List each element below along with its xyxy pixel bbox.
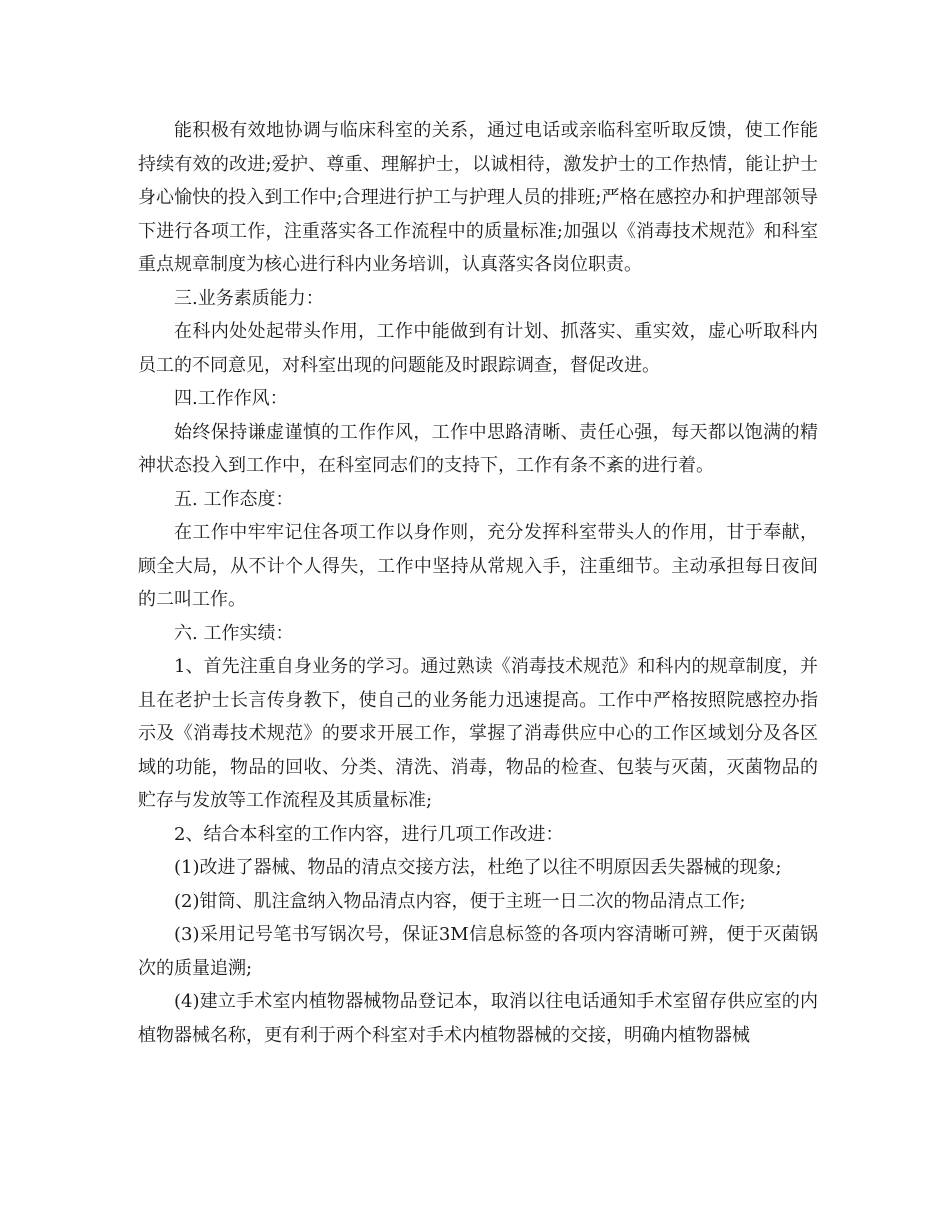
paragraph-business-quality: 在科内处处起带头作用，工作中能做到有计划、抓落实、重实效，虚心听取科内员工的不同意见，对科室出现的问题能及时跟踪调查，督促改进。 [138,321,818,376]
list-item-improvement-4: (4)建立手术室内植物器械物品登记本，取消以往电话通知手术室留存供应室的内植物器械名称，更有利于两个科室对手术内植物器械的交接，明确内植物器械 [138,991,818,1046]
list-item-improvement-1: (1)改进了器械、物品的清点交接方法，杜绝了以往不明原因丢失器械的现象; [174,857,782,878]
paragraph-work-style: 始终保持谦虚谨慎的工作作风，工作中思路清晰、责任心强，每天都以饱满的精神状态投入到工作中，在科室同志们的支持下，工作有条不紊的进行着。 [138,421,818,476]
heading-work-style: 四.工作作风： [174,388,288,409]
heading-work-attitude: 五. 工作态度： [174,488,294,510]
paragraph-work-attitude: 在工作中牢牢记住各项工作以身作则，充分发挥科室带头人的作用，甘于奉献，顾全大局，从不计个人得失，工作中坚持从常规入手，注重细节。主动承担每日夜间的二叫工作。 [138,522,818,610]
paragraph-achievement-1: 1、首先注重自身业务的学习。通过熟读《消毒技术规范》和科内的规章制度，并且在老护士长言传身教下，使自己的业务能力迅速提高。工作中严格按照院感控办指示及《消毒技术规范》的要求开展工作，掌握了消毒供应中心的工作区域划分及各区域的功能，物品的回收、分类、清洗、消毒，物品的检查、包装与灭菌，灭菌物品的贮存与发放等工作流程及其质量标准; [138,656,818,811]
paragraph-achievement-2: 2、结合本科室的工作内容，进行几项工作改进： [174,823,564,845]
list-item-improvement-3: (3)采用记号笔书写锅次号，保证3M信息标签的各项内容清晰可辨，便于灭菌锅次的质量追溯; [138,924,818,979]
heading-business-quality: 三.业务素质能力： [174,287,324,309]
list-item-improvement-2: (2)钳筒、肌注盒纳入物品清点内容，便于主班一日二次的物品清点工作; [174,890,746,912]
paragraph-coordination: 能积极有效地协调与临床科室的关系，通过电话或亲临科室听取反馈，使工作能持续有效的改进;爱护、尊重、理解护士，以诚相待，激发护士的工作热情，能让护士身心愉快的投入到工作中;合理进行护工与护理人员的排班;严格在感控办和护理部领导下进行各项工作，注重落实各工作流程中的质量标准;加强以《消毒技术规范》和科室重点规章制度为核心进行科内业务培训，认真落实各岗位职责。 [138,120,818,275]
heading-work-achievements: 六. 工作实绩： [174,622,294,644]
document-body [138,114,818,1052]
